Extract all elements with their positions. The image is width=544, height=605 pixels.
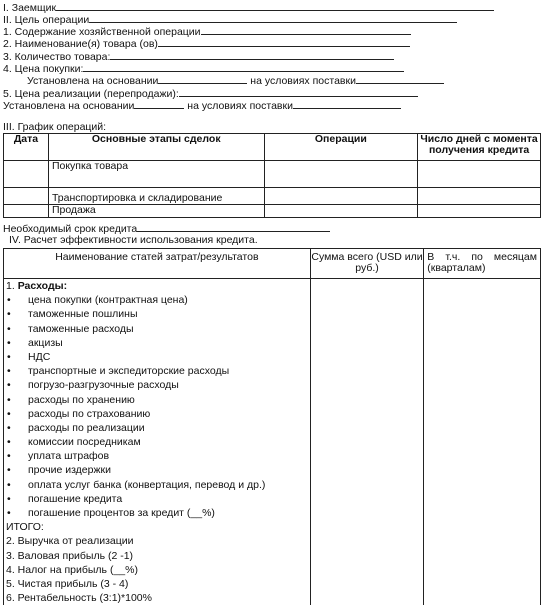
q2-label: 2. Наименование(я) товара (ов)	[3, 38, 158, 50]
list-item: •комиссии посредникам	[6, 435, 310, 449]
bullet-icon	[6, 463, 28, 477]
list-item: •транспортные и экспедиторские расходы	[6, 364, 310, 378]
monthly-cell[interactable]	[424, 279, 541, 605]
bullet-icon	[6, 492, 28, 506]
section-4-heading: IV. Расчет эффективности использования кредита.	[9, 234, 258, 246]
col-operations-header: Операции	[264, 134, 418, 161]
total-sum-cell[interactable]	[310, 279, 424, 605]
date-cell[interactable]	[4, 161, 49, 188]
q4-basis-line	[27, 75, 444, 87]
list-item: •расходы по хранению	[6, 393, 310, 407]
purpose-line	[3, 14, 457, 26]
list-item: •расходы по страхованию	[6, 407, 310, 421]
q3-label: 3. Количество товара:	[3, 51, 111, 63]
q5-basis-field[interactable]	[134, 100, 184, 109]
borrower-line	[3, 2, 494, 14]
days-cell[interactable]	[418, 188, 541, 205]
bullet-icon	[6, 293, 28, 307]
borrower-field[interactable]	[56, 2, 494, 11]
purpose-field[interactable]	[89, 14, 457, 23]
bullet-icon	[6, 435, 28, 449]
q1-line	[3, 26, 411, 38]
q5-terms-field[interactable]	[293, 100, 401, 109]
stage-cell: Продажа	[48, 205, 264, 218]
q5-basis-line	[3, 100, 401, 112]
table-row	[4, 188, 541, 205]
q2-line	[3, 38, 410, 50]
list-item: •прочие издержки	[6, 463, 310, 477]
q5-line	[3, 88, 418, 100]
q5-terms-label: на условиях поставки	[187, 100, 293, 112]
q3-line	[3, 51, 394, 63]
total-label: ИТОГО:	[6, 521, 44, 534]
table-row	[4, 205, 541, 218]
list-item: •цена покупки (контрактная цена)	[6, 293, 310, 307]
bullet-icon	[6, 407, 28, 421]
list-item: •таможенные пошлины	[6, 307, 310, 321]
q4-label: 4. Цена покупки:	[3, 63, 84, 75]
col-stages-header: Основные этапы сделок	[48, 134, 264, 161]
q4-basis-label: Установлена на основании	[27, 75, 159, 87]
date-cell[interactable]	[4, 188, 49, 205]
q5-field[interactable]	[179, 88, 418, 97]
items-cell	[4, 279, 311, 605]
q4-terms-field[interactable]	[356, 75, 444, 84]
calculation-table	[3, 248, 541, 605]
q4-line	[3, 63, 404, 75]
q1-label: 1. Содержание хозяйственной операции	[3, 26, 201, 38]
borrower-label: I. Заемщик	[3, 2, 57, 14]
days-cell[interactable]	[418, 161, 541, 188]
operations-cell[interactable]	[264, 205, 418, 218]
list-item: •акцизы	[6, 336, 310, 350]
list-item: 6. Рентабельность (3:1)*100%	[6, 592, 152, 605]
schedule-table	[3, 133, 541, 218]
list-item: •погашение процентов за кредит (__%)	[6, 506, 310, 520]
q3-field[interactable]	[110, 51, 394, 60]
bullet-icon	[6, 378, 28, 392]
bullet-icon	[6, 336, 28, 350]
list-item: •погрузо-разгрузочные расходы	[6, 378, 310, 392]
q4-field[interactable]	[83, 63, 404, 72]
col-items-header: Наименование статей затрат/результатов	[4, 249, 311, 279]
q1-field[interactable]	[201, 26, 411, 35]
bullet-icon	[6, 307, 28, 321]
bullet-icon	[6, 350, 28, 364]
bullet-icon	[6, 364, 28, 378]
schedule-heading: III. График операций:	[3, 121, 107, 133]
q4-basis-field[interactable]	[158, 75, 247, 84]
list-item: 2. Выручка от реализации	[6, 535, 134, 548]
list-item: •уплата штрафов	[6, 449, 310, 463]
col-days-header: Число дней с момента получения кредита	[418, 134, 541, 161]
expenses-heading: 1. Расходы:	[6, 280, 68, 292]
stage-cell: Транспортировка и складирование	[48, 188, 264, 205]
q2-field[interactable]	[158, 38, 410, 47]
table-row	[4, 161, 541, 188]
bullet-icon	[6, 421, 28, 435]
bullet-icon	[6, 478, 28, 492]
q5-label: 5. Цена реализации (перепродажи):	[3, 88, 179, 100]
days-cell[interactable]	[418, 205, 541, 218]
list-item: •оплата услуг банка (конвертация, перевод и др.)	[6, 478, 310, 492]
list-item: •НДС	[6, 350, 310, 364]
col-months-header: В т.ч. по месяцам (кварталам)	[424, 249, 541, 279]
stage-cell: Покупка товара	[48, 161, 264, 188]
list-item: •таможенные расходы	[6, 322, 310, 336]
credit-term-field[interactable]	[137, 223, 330, 232]
credit-term-label: Необходимый срок кредита	[3, 223, 138, 235]
q5-basis-label: Установлена на основании	[3, 100, 135, 112]
purpose-label: II. Цель операции	[3, 14, 90, 26]
bullet-icon	[6, 506, 28, 520]
operations-cell[interactable]	[264, 188, 418, 205]
bullet-icon	[6, 322, 28, 336]
list-item: 4. Налог на прибыль (__%)	[6, 563, 138, 576]
list-item: 5. Чистая прибыль (3 - 4)	[6, 577, 129, 590]
bullet-icon	[6, 449, 28, 463]
operations-cell[interactable]	[264, 161, 418, 188]
col-total-header: Сумма всего (USD или руб.)	[310, 249, 424, 279]
list-item: 3. Валовая прибыль (2 -1)	[6, 549, 134, 562]
col-date-header: Дата	[4, 134, 49, 161]
date-cell[interactable]	[4, 205, 49, 218]
q4-terms-label: на условиях поставки	[250, 75, 356, 87]
list-item: •расходы по реализации	[6, 421, 310, 435]
list-item: •погашение кредита	[6, 492, 310, 506]
bullet-icon	[6, 393, 28, 407]
